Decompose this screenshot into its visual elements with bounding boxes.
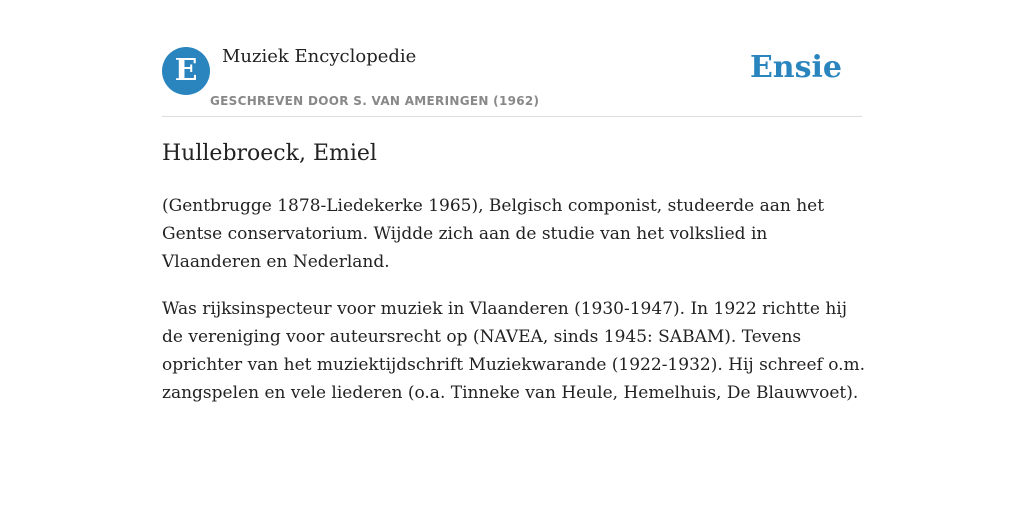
- book-title[interactable]: Muziek Encyclopedie: [222, 46, 417, 67]
- header: [162, 44, 862, 117]
- article-paragraph: Was rijksinspecteur voor muziek in Vlaanderen (1930-1947). In 1922 richtte hij de vereniging voor auteursrecht op (NAVEA, sinds 1945: SABAM). Tevens oprichter van het muziektijdschrift Muziekwarande (1922-1932). Hij schreef o.m. zangspelen en vele liederen (o.a. Tinneke van Heule, Hemelhuis, De Blauwvoet).: [162, 299, 866, 403]
- encyclopedia-logo-icon[interactable]: E: [162, 47, 210, 95]
- author-byline: GESCHREVEN DOOR S. VAN AMERINGEN (1962): [210, 94, 540, 108]
- ensie-brand-logo[interactable]: Ensie: [749, 50, 842, 85]
- article-paragraph: (Gentbrugge 1878-Liedekerke 1965), Belgisch componist, studeerde aan het Gentse conservatorium. Wijdde zich aan de studie van het volkslied in Vlaanderen en Nederland.: [162, 196, 825, 272]
- article: [162, 138, 868, 426]
- entry-title: Hullebroeck, Emiel: [162, 141, 377, 166]
